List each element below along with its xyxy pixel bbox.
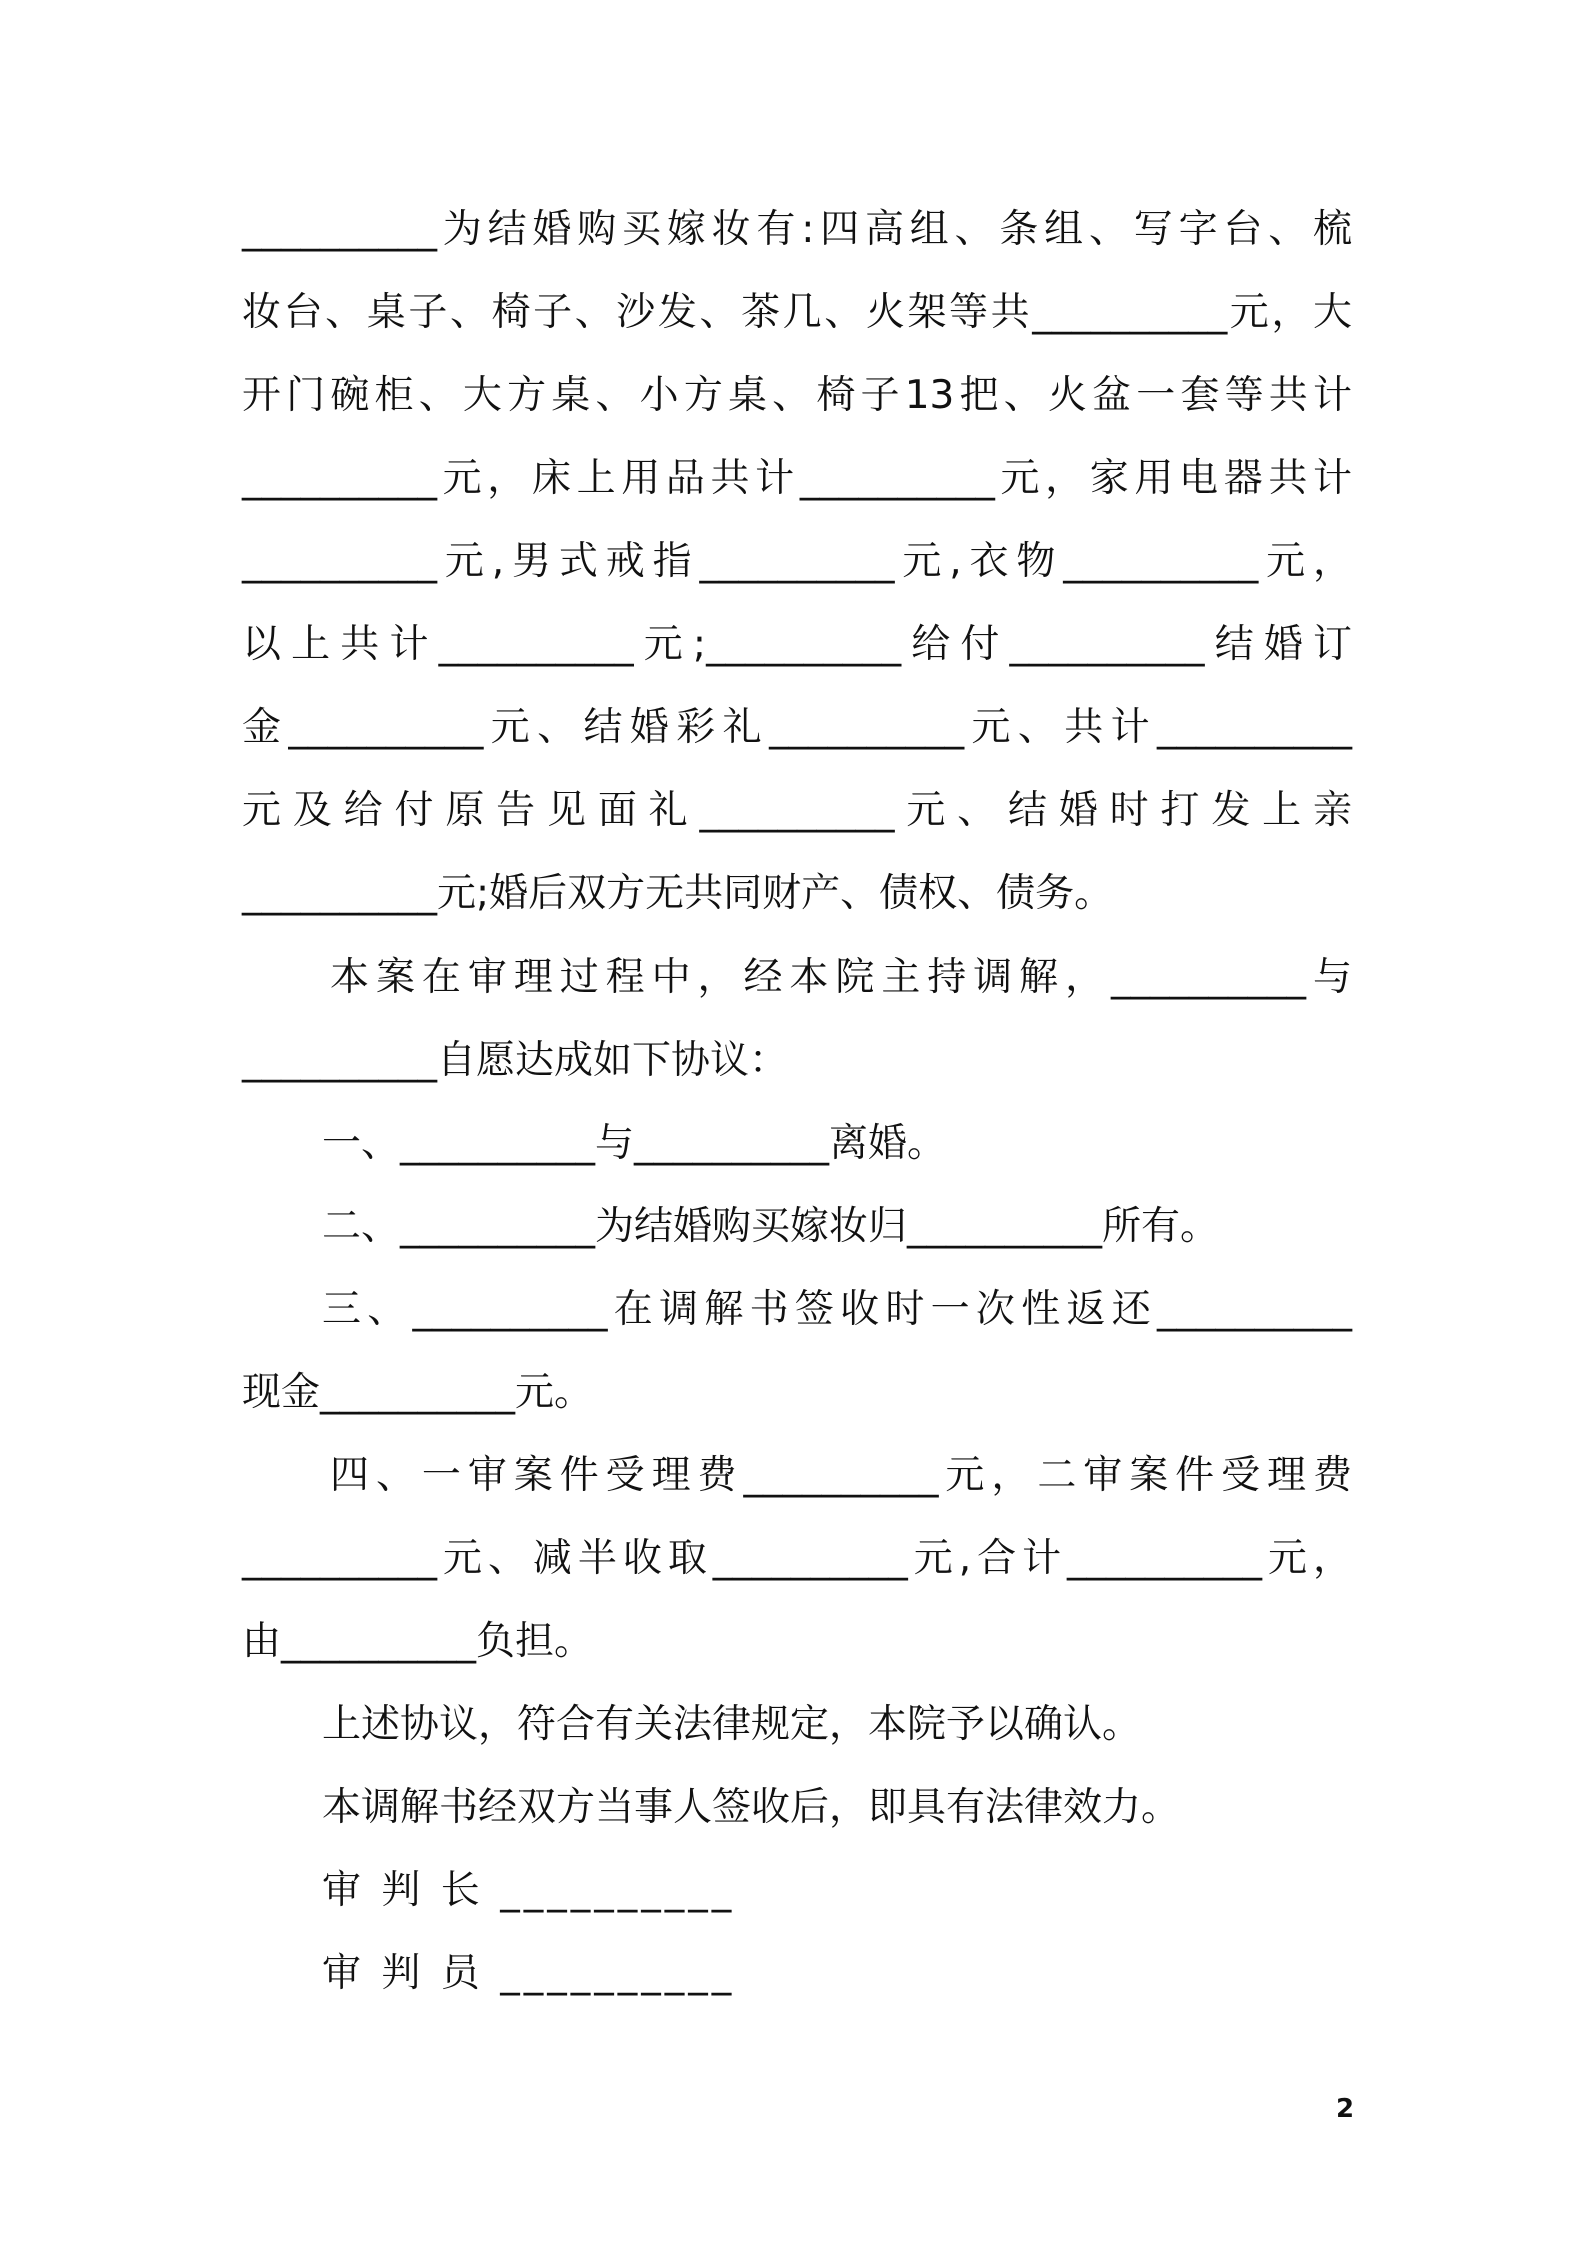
agreement-item-2: 二、__________为结婚购买嫁妆归__________所有。	[322, 1204, 1220, 1249]
body-line-6: 以上共计__________元;__________给付__________结婚订	[242, 622, 1352, 667]
body-line-9: __________元;婚后双方无共同财产、债权、债务。	[242, 871, 1114, 916]
body-line-1: __________为结婚购买嫁妆有:四高组、条组、写字台、梳	[242, 207, 1352, 252]
body-line-7: 金__________元、结婚彩礼__________元、共计__________	[242, 705, 1352, 750]
agreement-item-3-cont: 现金__________元。	[242, 1370, 594, 1415]
agreement-item-1: 一、__________与__________离婚。	[322, 1121, 947, 1166]
page-number: 2	[1336, 2094, 1355, 2124]
agreement-item-4-end: 由__________负担。	[242, 1619, 594, 1664]
body-line-2: 妆台、桌子、椅子、沙发、茶几、火架等共__________元，大	[242, 290, 1352, 335]
body-line-4: __________元，床上用品共计__________元，家用电器共计	[242, 456, 1352, 501]
body-line-3: 开门碗柜、大方桌、小方桌、椅子13把、火盆一套等共计	[242, 373, 1352, 418]
agreement-item-4: 四、一审案件受理费__________元，二审案件受理费	[330, 1453, 1352, 1498]
body-line-5: __________元,男式戒指__________元,衣物__________元，	[242, 539, 1352, 584]
presiding-judge-line: 审 判 长 __________	[322, 1868, 736, 1913]
body-line-11: __________自愿达成如下协议：	[242, 1038, 789, 1083]
judge-line: 审 判 员 __________	[322, 1951, 736, 1996]
effect-line: 本调解书经双方当事人签收后，即具有法律效力。	[322, 1785, 1181, 1830]
body-line-10: 本案在审理过程中，经本院主持调解，__________与	[330, 955, 1352, 1000]
agreement-item-4-cont: __________元、减半收取__________元,合计__________元，	[242, 1536, 1352, 1581]
body-line-8: 元及给付原告见面礼__________元、结婚时打发上亲	[242, 788, 1352, 833]
confirmation-line: 上述协议，符合有关法律规定，本院予以确认。	[322, 1702, 1142, 1747]
agreement-item-3: 三、__________在调解书签收时一次性返还__________	[322, 1287, 1352, 1332]
